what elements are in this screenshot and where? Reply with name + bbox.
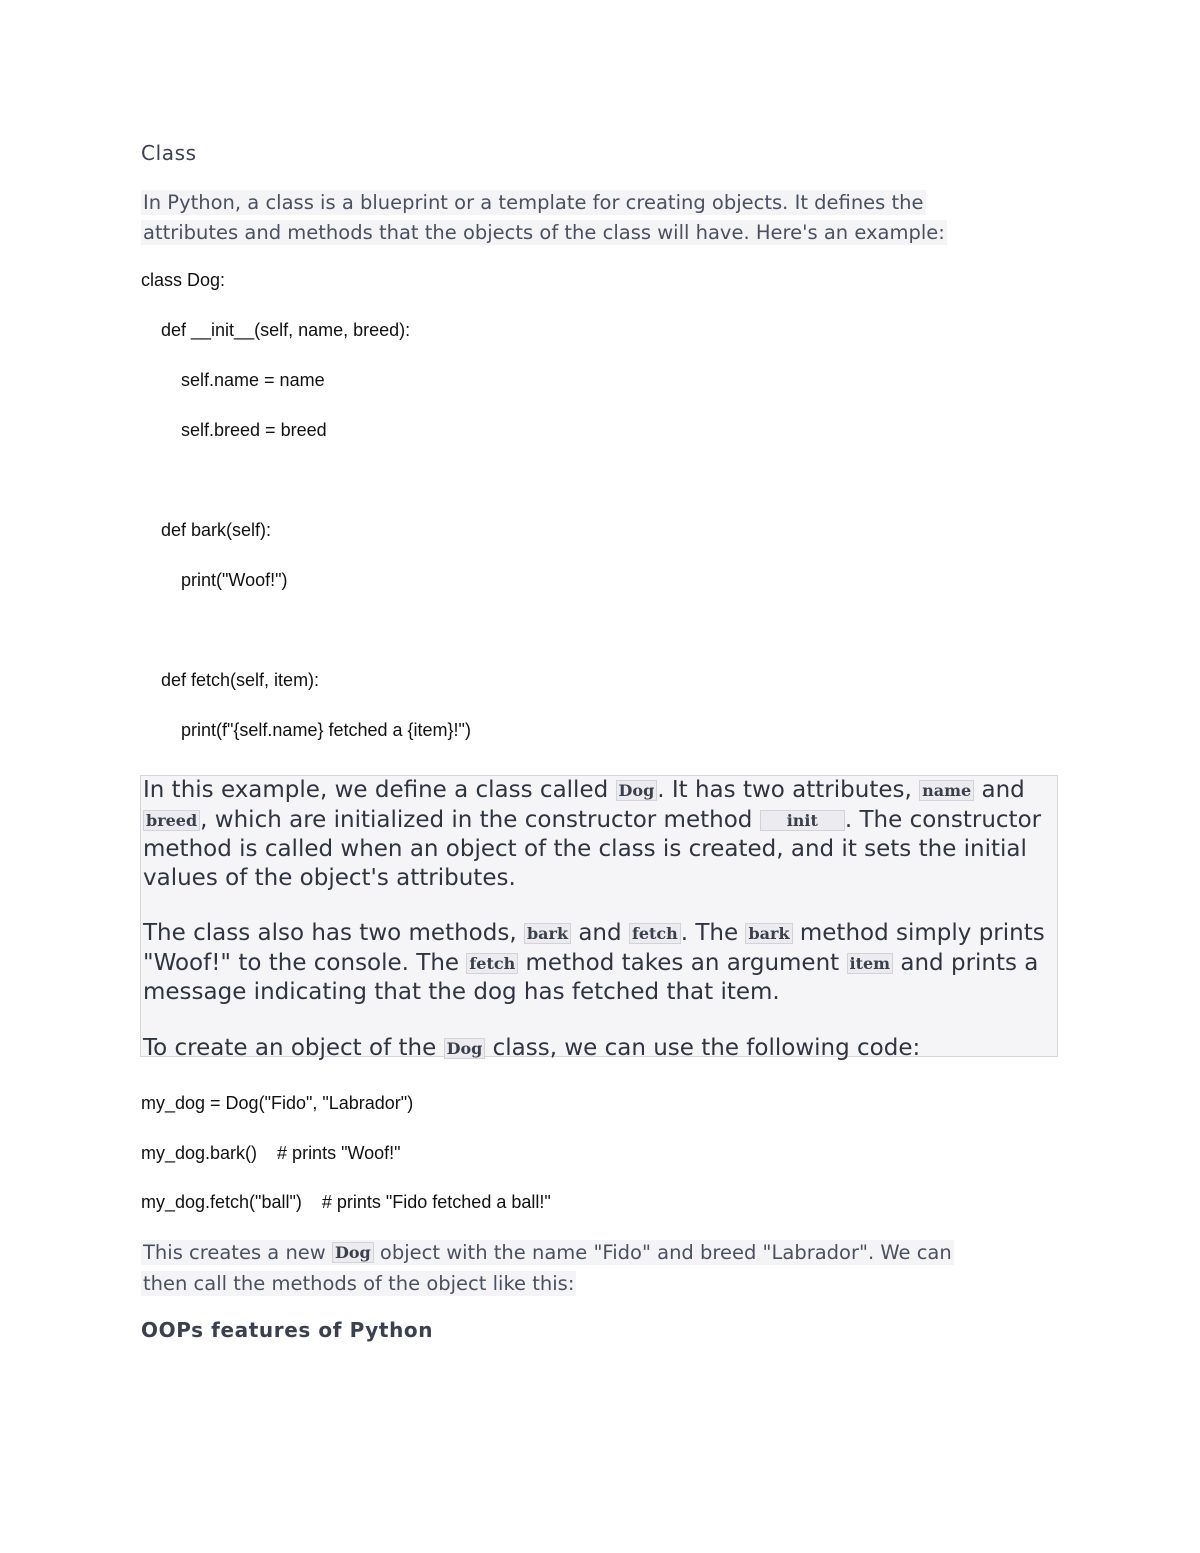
- outro-paragraph: This creates a new Dog object with the name "Fido" and breed "Labrador". We can then call the methods of the object like this:: [143, 1241, 952, 1295]
- code-line: def __init__(self, name, breed):: [161, 320, 411, 340]
- outro-line-2: then call the methods of the object like this:: [143, 1272, 575, 1295]
- intro-line-2: attributes and methods that the objects of the class will have. Here's an example:: [143, 221, 945, 244]
- inline-code: name: [919, 780, 974, 801]
- code-line: my_dog.bark() # prints "Woof!": [141, 1143, 401, 1163]
- explanation-paragraph: In this example, we define a class called Dog . It has two attributes, name and breed , which are initialized in the constructor method init . The constructor method is called when an object of the class is created, and it sets the initial values of the object's attributes.: [143, 777, 1042, 891]
- inline-code: init: [760, 810, 845, 831]
- inline-code: fetch: [466, 953, 518, 974]
- code-line: self.name = name: [181, 370, 325, 390]
- code-line: def bark(self):: [161, 520, 272, 540]
- inline-code: Dog: [616, 780, 658, 801]
- code-line: print("Woof!"): [181, 570, 288, 590]
- intro-line-1: In Python, a class is a blueprint or a template for creating objects. It defines the: [143, 191, 924, 214]
- inline-code: Dog: [332, 1242, 374, 1263]
- next-section-heading: OOPs features of Python: [141, 1318, 434, 1342]
- inline-code: item: [847, 953, 894, 974]
- inline-code: breed: [143, 810, 200, 831]
- inline-code: fetch: [629, 923, 681, 944]
- code-line: self.breed = breed: [181, 420, 327, 440]
- inline-code: Dog: [444, 1038, 486, 1059]
- inline-code: bark: [745, 923, 792, 944]
- section-title: Class: [141, 141, 197, 165]
- code-line: print(f"{self.name} fetched a {item}!"): [181, 720, 471, 740]
- explanation-box: [140, 775, 1058, 1061]
- explanation-paragraph: The class also has two methods, bark and fetch . The bark method simply prints "Woof!" to the console. The fetch method takes an argument item and prints a message indicating that the dog has fetched that item.: [143, 920, 1045, 1005]
- code-line: my_dog = Dog("Fido", "Labrador"): [141, 1093, 414, 1113]
- code-line: my_dog.fetch("ball") # prints "Fido fetched a ball!": [141, 1192, 551, 1212]
- inline-code: bark: [524, 923, 571, 944]
- intro-paragraph: [141, 188, 947, 248]
- code-line: def fetch(self, item):: [161, 670, 320, 690]
- code-line: class Dog:: [141, 270, 226, 290]
- explanation-paragraph: To create an object of the Dog class, we can use the following code:: [143, 1034, 921, 1061]
